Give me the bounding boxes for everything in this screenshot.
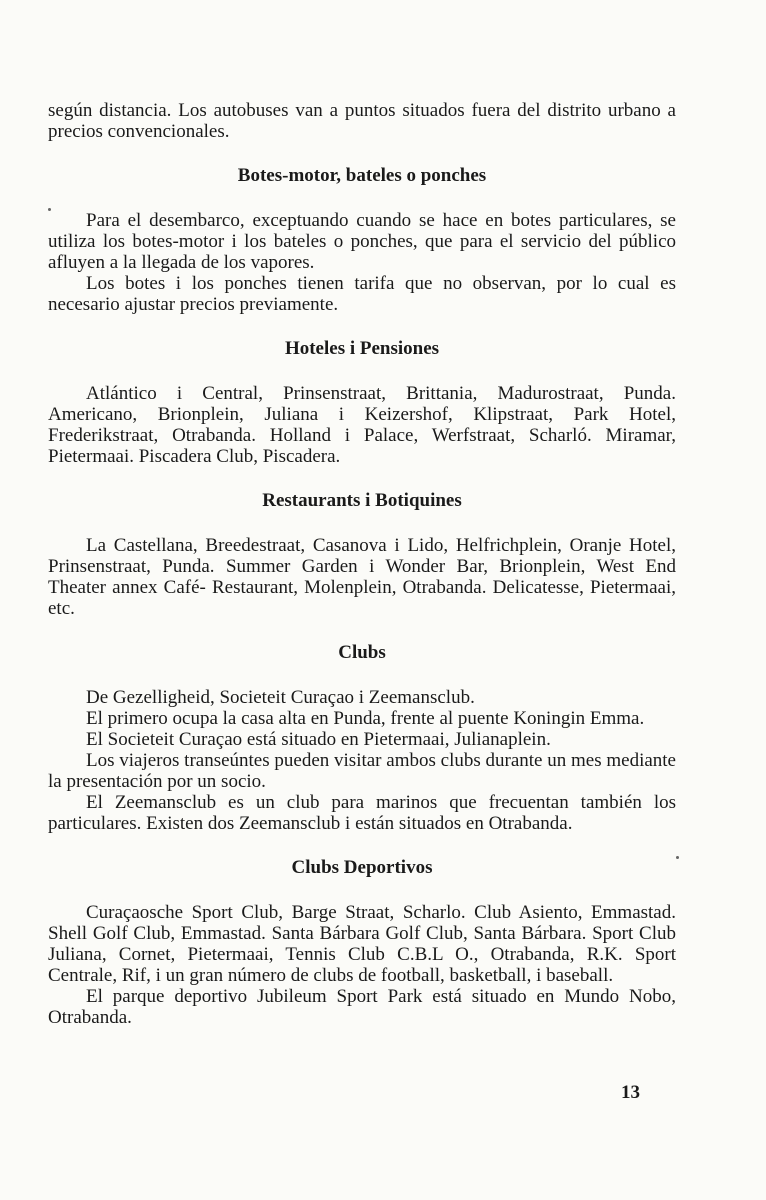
clubs-paragraph-3: El Societeit Curaçao está situado en Pietermaai, Julianaplein. <box>86 729 551 750</box>
deportivos-paragraph-1: Curaçaosche Sport Club, Barge Straat, Scharlo. Club Asiento, Emmastad. Shell Golf Club, Emmastad. Santa Bárbara Golf Club, Santa Bárbara. Sport Club Juliana, Cornet, Pietermaai, Tennis Club C.B.L O., Otrabanda, R.K. Sport Centrale, Rif, i un gran número de clubs de football, basketball, i baseball. <box>48 902 676 986</box>
clubs-paragraph-4: Los viajeros transeúntes pueden visitar ambos clubs durante un mes mediante la presentación por un socio. <box>48 750 676 792</box>
clubs-paragraph-2: El primero ocupa la casa alta en Punda, frente al puente Koningin Emma. <box>86 708 645 729</box>
heading-hoteles: Hoteles i Pensiones <box>284 338 440 359</box>
botes-paragraph-1: Para el desembarco, exceptuando cuando se hace en botes particulares, se utiliza los botes-motor i los bateles o ponches, que para el servicio del público afluyen a la llegada de los vapores. <box>48 210 676 273</box>
print-speck <box>676 856 679 859</box>
deportivos-paragraph-2: El parque deportivo Jubileum Sport Park está situado en Mundo Nobo, Otrabanda. <box>48 986 676 1028</box>
heading-clubs-deportivos: Clubs Deportivos <box>291 857 433 878</box>
clubs-paragraph-1: De Gezelligheid, Societeit Curaçao i Zeemansclub. <box>86 687 475 708</box>
heading-clubs: Clubs <box>338 642 386 663</box>
clubs-paragraph-5: El Zeemansclub es un club para marinos que frecuentan también los particulares. Existen dos Zeemansclub i están situados en Otrabanda. <box>48 792 676 834</box>
heading-botes-motor: Botes-motor, bateles o ponches <box>237 165 487 186</box>
intro-paragraph: según distancia. Los autobuses van a puntos situados fuera del distrito urbano a precios convencionales. <box>48 100 676 142</box>
page-number: 13 <box>621 1082 640 1103</box>
heading-restaurants: Restaurants i Botiquines <box>262 490 462 511</box>
print-speck <box>48 208 51 211</box>
restaurants-paragraph: La Castellana, Breedestraat, Casanova i Lido, Helfrichplein, Oranje Hotel, Prinsenstraat, Punda. Summer Garden i Wonder Bar, Brionplein, West End Theater annex Café- Restaurant, Molenplein, Otrabanda. Delicatesse, Pietermaai, etc. <box>48 535 676 619</box>
hoteles-paragraph: Atlántico i Central, Prinsenstraat, Brittania, Madurostraat, Punda. Americano, Brionplein, Juliana i Keizershof, Klipstraat, Park Hotel, Frederikstraat, Otrabanda. Holland i Palace, Werfstraat, Scharló. Miramar, Pietermaai. Piscadera Club, Piscadera. <box>48 383 676 467</box>
botes-paragraph-2: Los botes i los ponches tienen tarifa que no observan, por lo cual es necesario ajustar precios previamente. <box>48 273 676 315</box>
